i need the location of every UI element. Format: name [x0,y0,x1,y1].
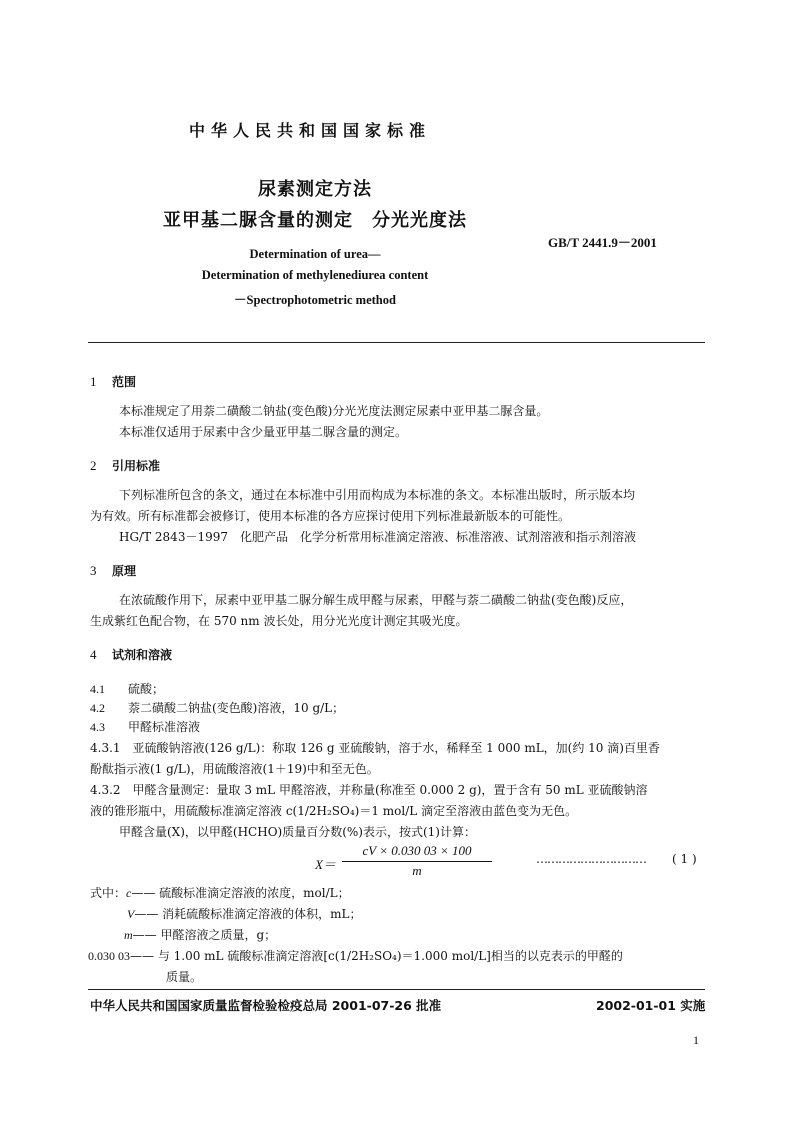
document-title-line2: 亚甲基二脲含量的测定 分光光度法 [163,210,467,231]
section-number: 4 [90,647,97,662]
footer-rule [88,989,705,990]
subsection-text: 硫酸； [128,682,165,696]
subsection-4-1 [90,680,164,697]
subsection-number: 4.2 [90,701,105,715]
formula-denominator: m [412,863,422,878]
implementation-date: 2002-01-01 实施 [596,998,706,1013]
where-item-coefficient [88,947,623,964]
where-intro [90,884,350,901]
english-title-line3: －Spectrophotometric method [234,293,396,307]
subsection-4-3-2-line2: 液的锥形瓶中，用硫酸标准滴定溶液 c(1/2H₂SO₄)＝1 mol/L 滴定至溶液由蓝色变为无色。 [90,804,578,818]
formula-intro: 甲醛含量(X)，以甲醛(HCHO)质量百分数(%)表示，按式(1)计算： [119,825,476,839]
formula-number: ( 1 ) [672,852,697,866]
section-2-reference: HG/T 2843－1997 化肥产品 化学分析常用标准滴定溶液、标准溶液、试剂溶液和指示剂溶液 [119,530,636,544]
formula-leader: ………………………… [536,852,646,866]
english-title-line2: Determination of methylenediurea content [201,268,429,282]
subsection-4-2 [90,699,344,716]
section-title: 范围 [112,375,137,389]
subsection-text: 甲醛标准溶液 [128,720,201,734]
section-1-paragraph-2: 本标准仅适用于尿素中含少量亚甲基二脲含量的测定。 [119,425,408,439]
where-label: 式中： [90,886,127,900]
subsection-4-3-1-line2: 酚酞指示液(1 g/L)，用硫酸溶液(1＋19)中和至无色。 [90,762,379,776]
document-title-line1: 尿素测定方法 [258,179,372,200]
formula-fraction [342,843,492,883]
section-3-paragraph-1b: 生成紫红色配合物，在 570 nm 波长处，用分光光度计测定其吸光度。 [90,614,468,628]
where-description: —— 消耗硫酸标准滴定溶液的体积，mL； [134,907,362,921]
where-item-m [124,926,276,943]
section-title: 试剂和溶液 [112,648,173,662]
subsection-4-3 [90,718,200,735]
where-item-continuation: 质量。 [166,970,203,984]
where-item-v [127,905,362,922]
subsection-4-3-2-line1: 4.3.2 甲醛含量测定：量取 3 mL 甲醛溶液，并称量(称准至 0.000 2 g)，置于含有 50 mL 亚硫酸钠溶 [90,783,648,797]
subsection-4-3-1-line1: 4.3.1 亚硫酸钠溶液(126 g/L)：称取 126 g 亚硫酸钠，溶于水，稀释至 1 000 mL，加(约 10 滴)百里香 [90,741,660,755]
section-2-paragraph-1a: 下列标准所包含的条文，通过在本标准中引用而构成为本标准的条文。本标准出版时，所示版本均 [119,488,636,502]
section-number: 1 [90,374,97,389]
where-symbol: m [124,928,133,942]
where-symbol: 0.030 03 [88,949,130,963]
where-description: —— 甲醛溶液之质量，g； [132,928,277,942]
section-3-heading [90,562,136,579]
section-1-paragraph-1: 本标准规定了用萘二磺酸二钠盐(变色酸)分光光度法测定尿素中亚甲基二脲含量。 [119,404,549,418]
where-description: —— 硫酸标准滴定溶液的浓度，mol/L； [131,886,350,900]
section-2-heading [90,457,160,474]
fraction-bar [342,861,492,862]
section-4-heading [90,646,172,663]
english-title-line1: Determination of urea— [249,247,381,261]
section-number: 2 [90,458,97,473]
national-standard-title: 中华人民共和国国家标准 [188,121,431,140]
formula-lhs: X＝ [315,857,336,872]
subsection-number: 4.1 [90,682,105,696]
section-1-heading [90,373,136,390]
subsection-number: 4.3 [90,720,105,734]
subsection-text: 萘二磺酸二钠盐(变色酸)溶液，10 g/L； [128,701,345,715]
where-description: —— 与 1.00 mL 硫酸标准滴定溶液[c(1/2H₂SO₄)＝1.000 mol/L]相当的以克表示的甲醛的 [130,949,623,963]
header-rule [88,342,705,343]
where-symbol: c [126,886,132,900]
approval-statement: 中华人民共和国国家质量监督检验检疫总局 2001-07-26 批准 [90,998,442,1013]
section-3-paragraph-1a: 在浓硫酸作用下，尿素中亚甲基二脲分解生成甲醛与尿素，甲醛与萘二磺酸二钠盐(变色酸)反应， [119,593,633,607]
section-title: 原理 [112,564,137,578]
formula-numerator: cV × 0.030 03 × 100 [362,843,472,858]
page-number: 1 [693,1033,699,1047]
section-title: 引用标准 [112,459,161,473]
where-symbol: V [127,907,135,921]
section-2-paragraph-1b: 为有效。所有标准都会被修订，使用本标准的各方应探讨使用下列标准最新版本的可能性。 [90,509,571,523]
section-number: 3 [90,563,97,578]
standard-code: GB/T 2441.9－2001 [548,235,657,250]
